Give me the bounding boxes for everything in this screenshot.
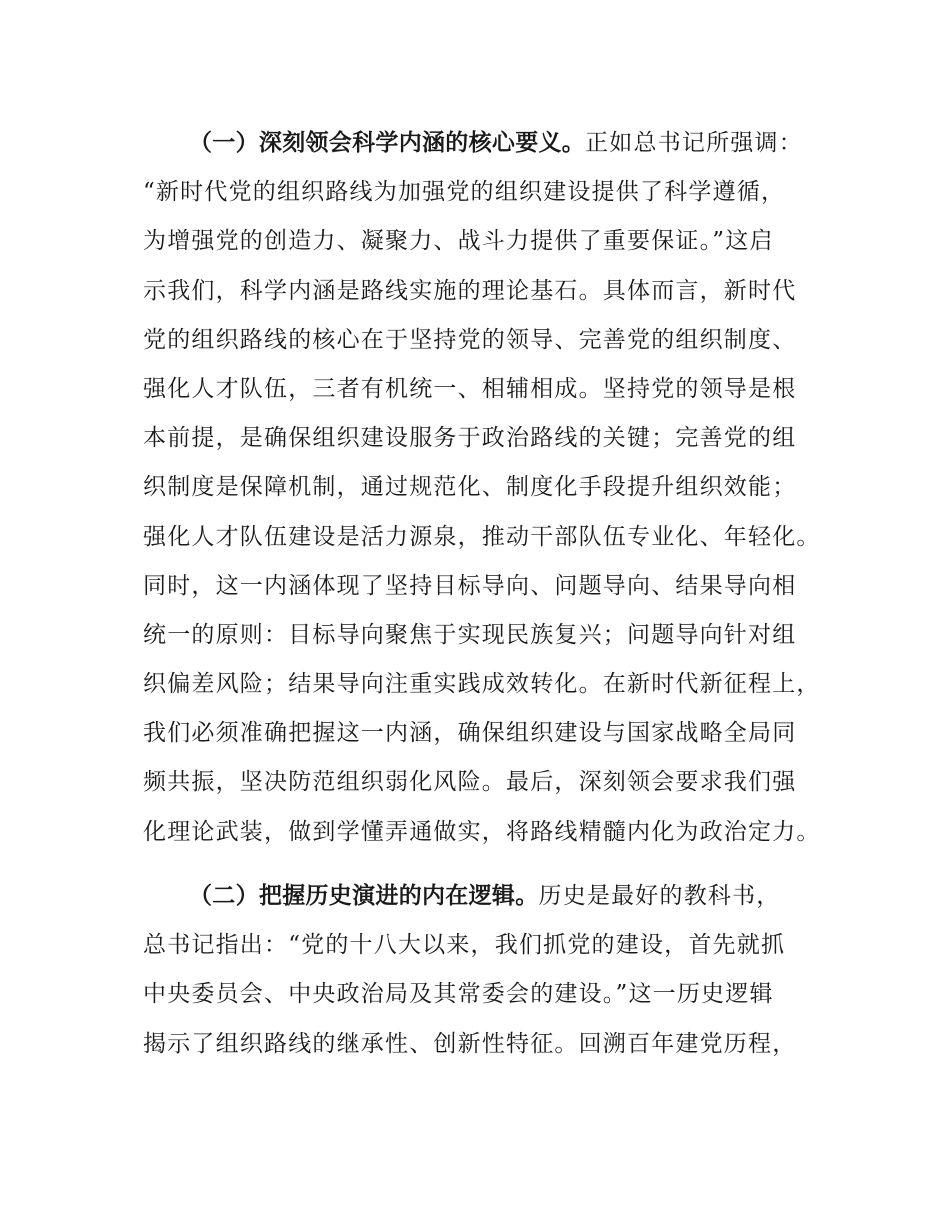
paragraph-line: 本前提，是确保组织建设服务于政治路线的关键；完善党的组	[143, 425, 797, 452]
paragraph-line: 党的组织路线的核心在于坚持党的领导、完善党的组织制度、	[143, 326, 797, 353]
paragraph-line: （二）把握历史演进的内在逻辑。历史是最好的教科书，	[189, 883, 781, 909]
paragraph-line: 总书记指出：“党的十八大以来，我们抓党的建设，首先就抓	[143, 932, 786, 959]
paragraph-line: “新时代党的组织路线为加强党的组织建设提供了科学遵循，	[143, 179, 786, 206]
paragraph-line: 示我们，科学内涵是路线实施的理论基石。具体而言，新时代	[143, 277, 797, 304]
paragraph-line: 化理论武装，做到学懂弄通做实，将路线精髓内化为政治定力。	[143, 818, 821, 845]
paragraph-line: 强化人才队伍，三者有机统一、相辅相成。坚持党的领导是根	[143, 375, 797, 402]
paragraph-line: 同时，这一内涵体现了坚持目标导向、问题导向、结果导向相	[143, 572, 797, 599]
paragraph-line: 为增强党的创造力、凝聚力、战斗力提供了重要保证。”这启	[143, 228, 774, 255]
section-heading: （一）深刻领会科学内涵的核心要义。	[189, 130, 586, 156]
paragraph-section-2	[143, 872, 833, 1069]
paragraph-line: 揭示了组织路线的继承性、创新性特征。回溯百年建党历程，	[143, 1030, 797, 1057]
paragraph-line: 我们必须准确把握这一内涵，确保组织建设与国家战略全局同	[143, 720, 797, 747]
paragraph-line: 强化人才队伍建设是活力源泉，推动干部队伍专业化、年轻化。	[143, 523, 821, 550]
paragraph-line: （一）深刻领会科学内涵的核心要义。正如总书记所强调：	[189, 130, 803, 156]
paragraph-line: 统一的原则：目标导向聚焦于实现民族复兴；问题导向针对组	[143, 621, 797, 648]
paragraph-section-1	[143, 119, 833, 857]
paragraph-line: 织制度是保障机制，通过规范化、制度化手段提升组织效能；	[143, 474, 797, 501]
section-heading: （二）把握历史演进的内在逻辑。	[189, 883, 539, 909]
paragraph-line: 织偏差风险；结果导向注重实践成效转化。在新时代新征程上，	[143, 671, 821, 698]
paragraph-line: 频共振，坚决防范组织弱化风险。最后，深刻领会要求我们强	[143, 769, 797, 796]
paragraph-line: 中央委员会、中央政治局及其常委会的建设。”这一历史逻辑	[143, 981, 774, 1008]
